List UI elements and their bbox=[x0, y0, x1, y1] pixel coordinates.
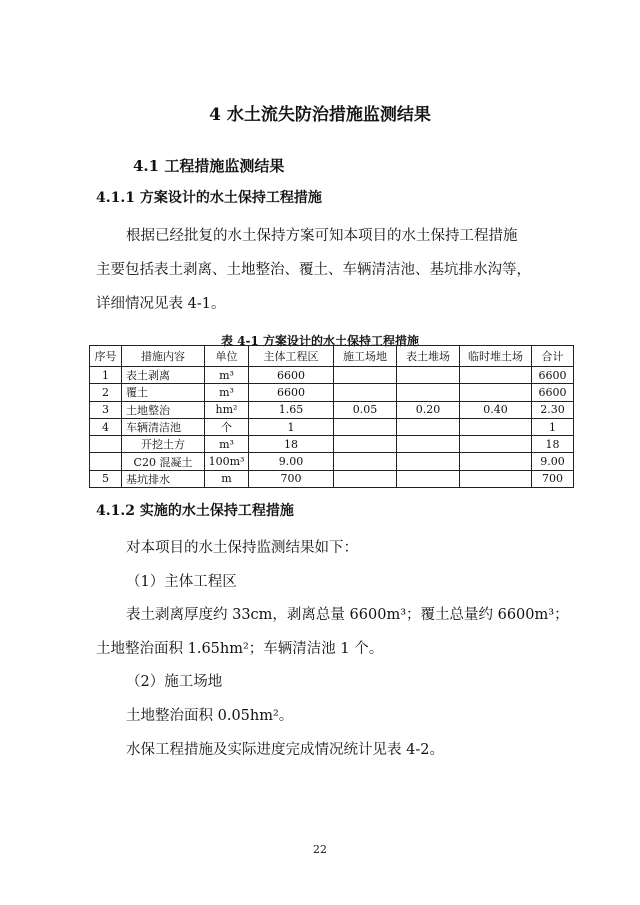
table-cell: 2.30 bbox=[532, 401, 574, 418]
table-cell: m³ bbox=[205, 367, 249, 384]
header-cell: 主体工程区 bbox=[249, 346, 334, 367]
table-cell: 9.00 bbox=[532, 453, 574, 470]
header-cell: 表土堆场 bbox=[397, 346, 460, 367]
table-cell bbox=[397, 384, 460, 401]
table-cell: m³ bbox=[205, 436, 249, 453]
table-cell bbox=[90, 436, 122, 453]
table-cell: 0.20 bbox=[397, 401, 460, 418]
paragraph-line: 水保工程措施及实际进度完成情况统计见表 4-2。 bbox=[126, 742, 444, 758]
table-row bbox=[90, 436, 574, 453]
table-cell: 6600 bbox=[532, 367, 574, 384]
table-row bbox=[90, 470, 574, 487]
table-cell bbox=[397, 418, 460, 435]
section-heading: 4.1 工程措施监测结果 bbox=[133, 157, 285, 175]
table-cell: 1 bbox=[90, 367, 122, 384]
table-cell: 覆土 bbox=[122, 384, 205, 401]
table-cell: 1 bbox=[532, 418, 574, 435]
table-cell bbox=[460, 418, 532, 435]
table-cell bbox=[397, 436, 460, 453]
table-cell: 6600 bbox=[532, 384, 574, 401]
table-cell: 1 bbox=[249, 418, 334, 435]
table-cell bbox=[90, 453, 122, 470]
paragraph-line: 主要包括表土剥离、土地整治、覆土、车辆清洁池、基坑排水沟等， bbox=[96, 262, 531, 278]
table-cell: 表土剥离 bbox=[122, 367, 205, 384]
table-cell bbox=[460, 436, 532, 453]
header-cell: 序号 bbox=[90, 346, 122, 367]
paragraph-line: 土地整治面积 1.65hm²；车辆清洁池 1 个。 bbox=[96, 641, 384, 657]
header-cell: 临时堆土场 bbox=[460, 346, 532, 367]
table-cell: hm² bbox=[205, 401, 249, 418]
list-item-heading: （2）施工场地 bbox=[126, 674, 223, 690]
header-cell: 施工场地 bbox=[334, 346, 397, 367]
table-cell: m³ bbox=[205, 384, 249, 401]
table-cell: 1.65 bbox=[249, 401, 334, 418]
table-cell: 5 bbox=[90, 470, 122, 487]
paragraph-line: 根据已经批复的水土保持方案可知本项目的水土保持工程措施 bbox=[126, 228, 518, 244]
paragraph-line: 对本项目的水土保持监测结果如下： bbox=[126, 540, 358, 556]
table-cell bbox=[397, 453, 460, 470]
table-cell bbox=[397, 367, 460, 384]
table-cell: 基坑排水 bbox=[122, 470, 205, 487]
table-cell: 18 bbox=[249, 436, 334, 453]
table-row bbox=[90, 384, 574, 401]
table-cell: m bbox=[205, 470, 249, 487]
table-cell: 0.40 bbox=[460, 401, 532, 418]
table-row bbox=[90, 453, 574, 470]
table-cell: 车辆清洁池 bbox=[122, 418, 205, 435]
paragraph-line: 详细情况见表 4-1。 bbox=[96, 296, 226, 312]
table-row bbox=[90, 418, 574, 435]
header-cell: 措施内容 bbox=[122, 346, 205, 367]
table-cell bbox=[460, 367, 532, 384]
subsection-heading-4-1-1: 4.1.1 方案设计的水土保持工程措施 bbox=[96, 190, 322, 206]
table-cell: 100m³ bbox=[205, 453, 249, 470]
table-cell bbox=[334, 436, 397, 453]
table-cell bbox=[460, 453, 532, 470]
table-cell bbox=[334, 470, 397, 487]
table-cell: 700 bbox=[249, 470, 334, 487]
table-cell: 9.00 bbox=[249, 453, 334, 470]
table-cell: C20 混凝土 bbox=[122, 453, 205, 470]
table-cell bbox=[460, 384, 532, 401]
table-cell: 3 bbox=[90, 401, 122, 418]
subsection-heading-4-1-2: 4.1.2 实施的水土保持工程措施 bbox=[96, 503, 294, 519]
table-cell: 4 bbox=[90, 418, 122, 435]
list-item-heading: （1）主体工程区 bbox=[126, 574, 237, 590]
table-cell: 开挖土方 bbox=[122, 436, 205, 453]
table-cell: 2 bbox=[90, 384, 122, 401]
table-cell bbox=[460, 470, 532, 487]
table-cell bbox=[334, 384, 397, 401]
table-cell: 土地整治 bbox=[122, 401, 205, 418]
paragraph-line: 土地整治面积 0.05hm²。 bbox=[126, 708, 294, 724]
table-caption: 表 4-1 方案设计的水土保持工程措施 bbox=[220, 334, 420, 348]
table-cell: 个 bbox=[205, 418, 249, 435]
table-cell bbox=[334, 418, 397, 435]
table-row bbox=[90, 367, 574, 384]
table-cell bbox=[397, 470, 460, 487]
page-number: 22 bbox=[313, 843, 327, 856]
header-cell: 合计 bbox=[532, 346, 574, 367]
paragraph-line: 表土剥离厚度约 33cm，剥离总量 6600m³；覆土总量约 6600m³； bbox=[126, 607, 569, 623]
table-cell bbox=[334, 367, 397, 384]
table-cell: 18 bbox=[532, 436, 574, 453]
table-cell: 6600 bbox=[249, 367, 334, 384]
header-cell: 单位 bbox=[205, 346, 249, 367]
table-cell: 6600 bbox=[249, 384, 334, 401]
table-row bbox=[90, 401, 574, 418]
table-cell bbox=[334, 453, 397, 470]
table-header-row bbox=[90, 346, 574, 367]
table-cell: 700 bbox=[532, 470, 574, 487]
chapter-heading: 4 水土流失防治措施监测结果 bbox=[209, 105, 431, 125]
measures-table bbox=[89, 345, 574, 488]
table-cell: 0.05 bbox=[334, 401, 397, 418]
